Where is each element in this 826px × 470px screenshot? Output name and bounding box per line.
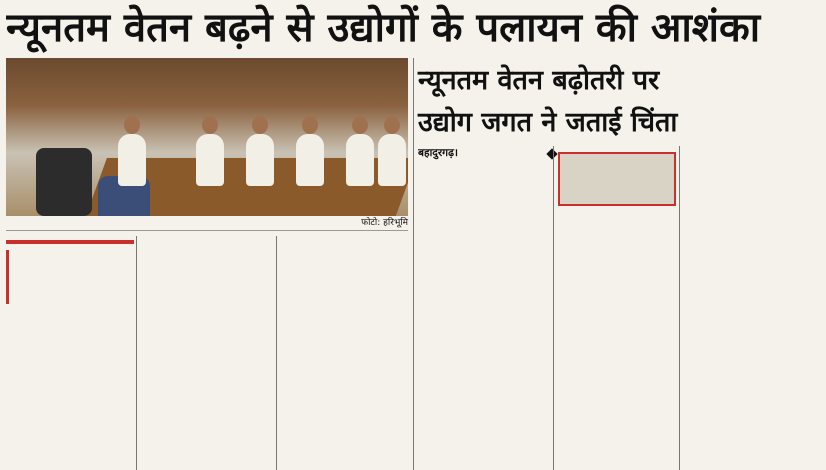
column-divider [136,236,137,470]
photo-credit: फोटो: हरिभूमि [361,218,408,228]
photo-person-shape [346,134,374,186]
column-divider [679,146,680,470]
column-divider [413,58,414,470]
photo-person-shape [118,134,146,186]
column-divider [276,236,277,470]
article-column-7 [556,410,678,470]
photo-person-shape [196,134,224,186]
photo-caption [6,216,408,231]
article-column-6 [682,146,820,468]
sub-headline [418,60,818,144]
main-headline: न्यूनतम वेतन बढ़ने से उद्योगों के पलायन की आशंका [6,5,761,51]
article-column-4 [418,146,550,468]
photo-person-shape [246,134,274,186]
article-column-5 [556,212,678,407]
column-divider [553,146,554,470]
article-column-1 [6,326,134,470]
article-column-3 [280,238,410,470]
photo-person-shape [296,134,324,186]
meeting-photo [6,58,408,216]
sidebar-accent-bar [6,240,134,244]
sidebar-headline [6,250,134,304]
photo-person-shape [378,134,406,186]
pull-quote-box [558,152,676,206]
sub-headline-line-1: न्यूनतम वेतन बढ़ोतरी पर [418,65,660,96]
article-column-2 [139,238,273,470]
dateline: बहादुरगढ़। [418,147,458,159]
sub-headline-line-2: उद्योग जगत ने जताई चिंता [418,107,678,138]
photo-chair-shape [36,148,92,216]
